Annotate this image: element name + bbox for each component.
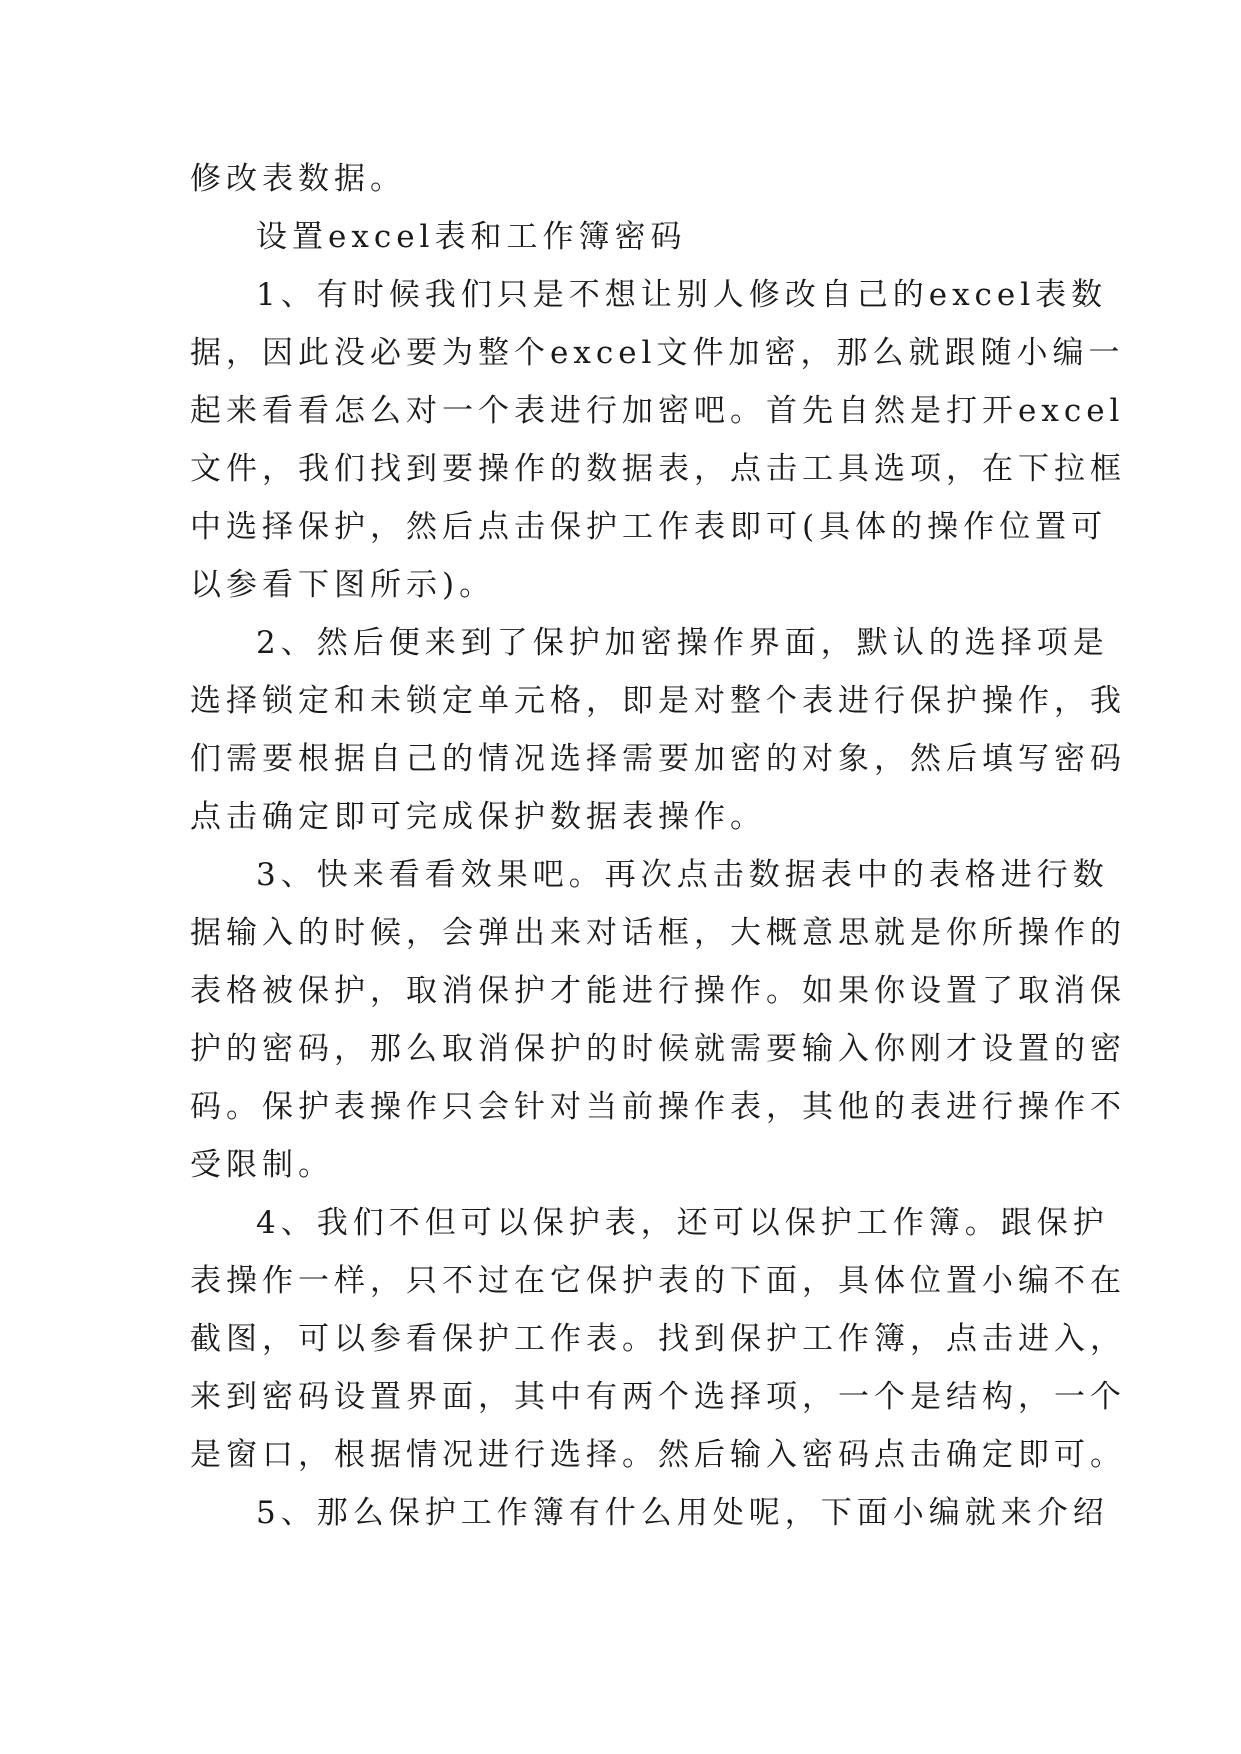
text-line: 据，因此没必要为整个excel文件加密，那么就跟随小编一 xyxy=(190,335,1125,371)
text-line: 截图，可以参看保护工作表。找到保护工作簿，点击进入， xyxy=(190,1321,1126,1357)
text-line: 表操作一样，只不过在它保护表的下面，具体位置小编不在 xyxy=(190,1263,1126,1299)
text-line: 码。保护表操作只会针对当前操作表，其他的表进行操作不 xyxy=(190,1089,1126,1125)
text-line: 2、然后便来到了保护加密操作界面，默认的选择项是 xyxy=(256,625,1109,661)
text-line: 以参看下图所示)。 xyxy=(190,567,496,603)
text-line: 中选择保护，然后点击保护工作表即可(具体的操作位置可 xyxy=(190,509,1108,545)
text-line: 护的密码，那么取消保护的时候就需要输入你刚才设置的密 xyxy=(190,1031,1126,1067)
text-line: 们需要根据自己的情况选择需要加密的对象，然后填写密码 xyxy=(190,741,1126,777)
text-line: 是窗口，根据情况进行选择。然后输入密码点击确定即可。 xyxy=(190,1437,1126,1473)
document-body xyxy=(190,150,1126,1542)
text-line: 1、有时候我们只是不想让别人修改自己的excel表数 xyxy=(256,277,1108,313)
text-line: 5、那么保护工作簿有什么用处呢，下面小编就来介绍 xyxy=(256,1495,1109,1531)
text-line: 起来看看怎么对一个表进行加密吧。首先自然是打开excel xyxy=(190,393,1125,429)
text-line: 点击确定即可完成保护数据表操作。 xyxy=(190,799,766,835)
text-line: 设置excel表和工作簿密码 xyxy=(256,219,687,255)
text-line: 文件，我们找到要操作的数据表，点击工具选项，在下拉框 xyxy=(190,451,1126,487)
text-line: 据输入的时候，会弹出来对话框，大概意思就是你所操作的 xyxy=(190,915,1126,951)
text-line: 受限制。 xyxy=(190,1147,334,1183)
text-line: 3、快来看看效果吧。再次点击数据表中的表格进行数 xyxy=(256,857,1109,893)
text-line: 来到密码设置界面，其中有两个选择项，一个是结构，一个 xyxy=(190,1379,1126,1415)
text-line: 表格被保护，取消保护才能进行操作。如果你设置了取消保 xyxy=(190,973,1126,1009)
text-line: 4、我们不但可以保护表，还可以保护工作簿。跟保护 xyxy=(256,1205,1109,1241)
text-line: 修改表数据。 xyxy=(190,161,406,197)
text-line: 选择锁定和未锁定单元格，即是对整个表进行保护操作，我 xyxy=(190,683,1126,719)
